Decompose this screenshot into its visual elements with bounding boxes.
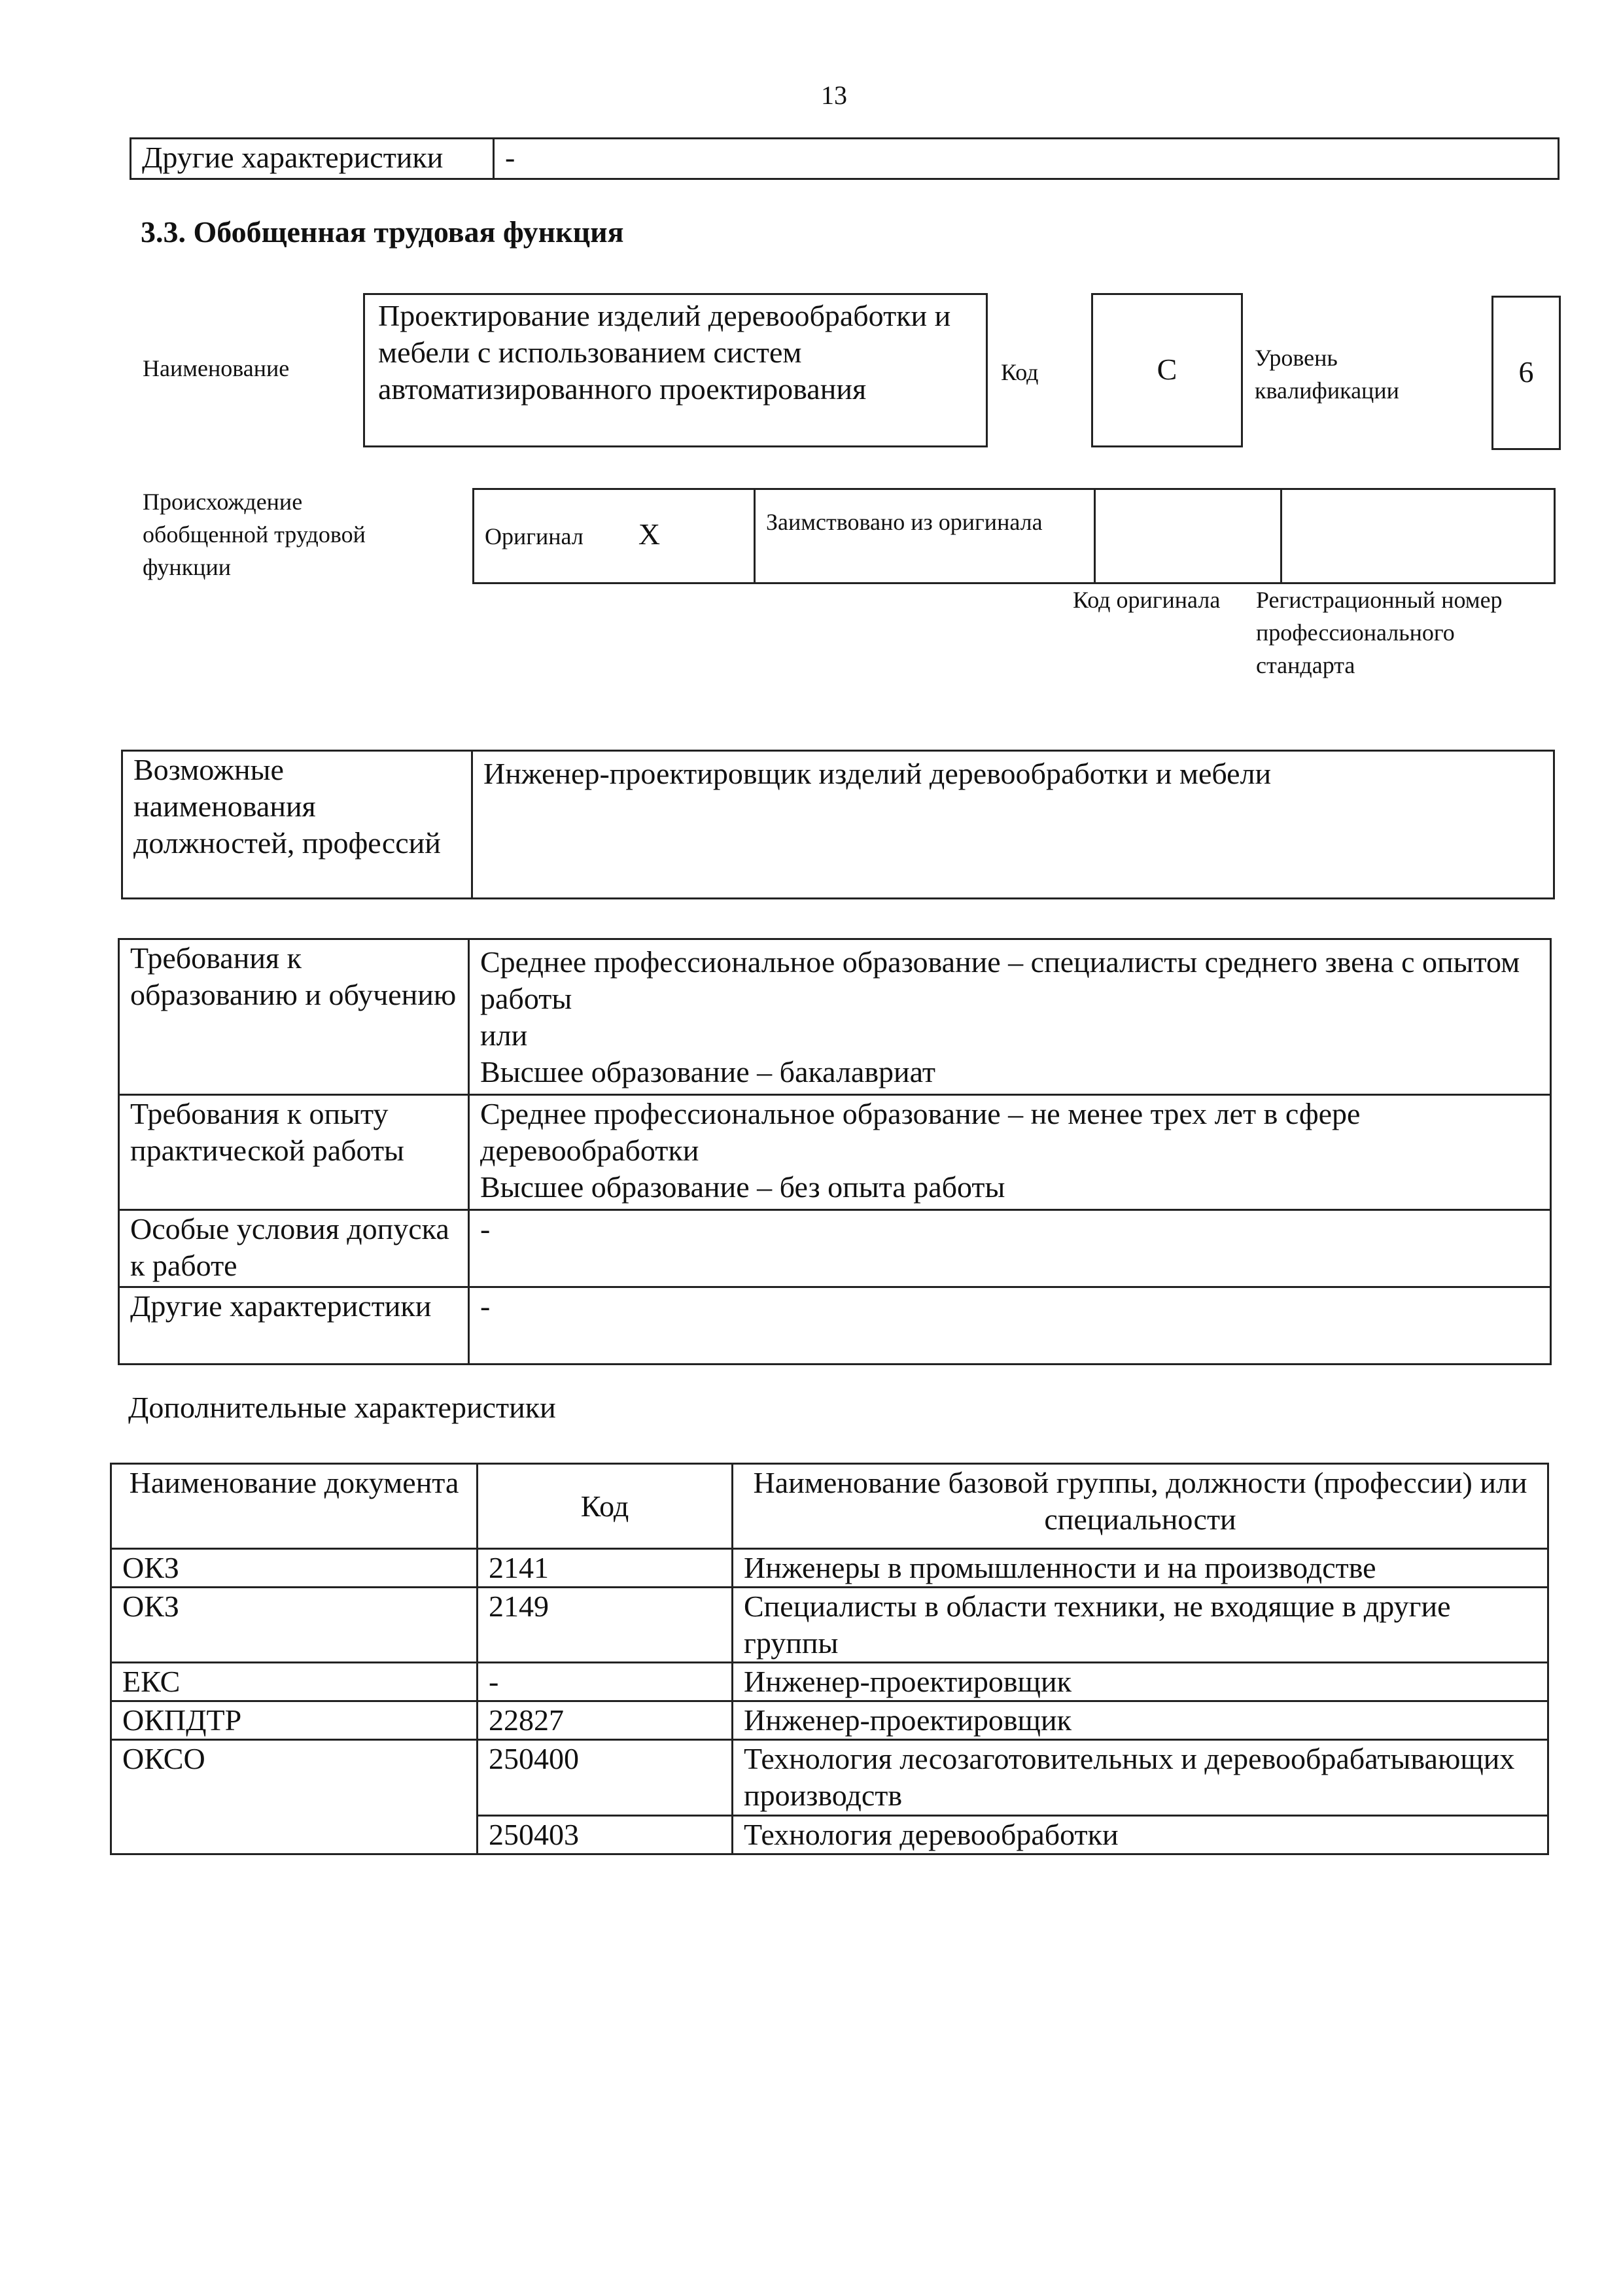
requirement-row [119, 1210, 1551, 1287]
code-cell: 22827 [478, 1701, 733, 1740]
requirement-row [119, 1287, 1551, 1365]
header-group: Наименование базовой группы, должности (профессии) или специальности [733, 1464, 1548, 1549]
code-value: C [1091, 293, 1243, 447]
doc-cell: ОКПДТР [111, 1701, 478, 1740]
header-document: Наименование документа [111, 1464, 478, 1549]
table-row [111, 1588, 1548, 1663]
top-characteristics-table [130, 137, 1560, 180]
requirement-value: - [469, 1287, 1551, 1365]
borrowed-label: Заимствовано из оригинала [755, 489, 1095, 583]
doc-cell: ОКСО [111, 1740, 478, 1854]
origin-label: Происхождение обобщенной трудовой функции [143, 489, 366, 580]
requirement-line: Высшее образование – без опыта работы [480, 1170, 1005, 1204]
page-number: 13 [821, 80, 847, 110]
table-row [111, 1663, 1548, 1701]
doc-cell: ЕКС [111, 1663, 478, 1701]
table-row [111, 1701, 1548, 1740]
requirement-value: - [469, 1210, 1551, 1287]
requirement-line: Среднее профессиональное образование – не менее трех лет в сфере деревообработки [480, 1097, 1361, 1167]
top-value: - [494, 139, 1559, 179]
code-cell: 250400 [478, 1740, 733, 1816]
group-cell: Технология лесозаготовительных и деревообрабатывающих производств [733, 1740, 1548, 1816]
requirement-label: Требования к образованию и обучению [119, 939, 469, 1095]
requirement-row [119, 1095, 1551, 1210]
code-cell: 2149 [478, 1588, 733, 1663]
code-caption: Код оригинала [1073, 587, 1221, 613]
requirement-label: Особые условия допуска к работе [119, 1210, 469, 1287]
positions-table [121, 750, 1555, 899]
requirement-label: Требования к опыту практической работы [119, 1095, 469, 1210]
code-cell: 2141 [478, 1549, 733, 1588]
group-cell: Технология деревообработки [733, 1816, 1548, 1854]
requirement-row [119, 939, 1551, 1095]
group-cell: Инженер-проектировщик [733, 1663, 1548, 1701]
naming-label: Наименование [143, 355, 290, 381]
table-row [111, 1549, 1548, 1588]
section-title: 3.3. Обобщенная трудовая функция [141, 215, 624, 249]
level-label: Уровень квалификации [1255, 345, 1399, 404]
requirements-table [118, 938, 1552, 1365]
origin-table [472, 488, 1556, 584]
group-cell: Инженеры в промышленности и на производстве [733, 1549, 1548, 1588]
code-cell: 250403 [478, 1816, 733, 1854]
positions-label: Возможные наименования должностей, профессий [122, 751, 472, 899]
additional-header-row [111, 1464, 1548, 1549]
top-label: Другие характеристики [131, 139, 494, 179]
original-mark: X [638, 517, 661, 551]
origin-original-cell [474, 489, 755, 583]
group-cell: Инженер-проектировщик [733, 1701, 1548, 1740]
requirement-label: Другие характеристики [119, 1287, 469, 1365]
level-value: 6 [1491, 296, 1561, 450]
additional-title: Дополнительные характеристики [128, 1391, 556, 1424]
table-row [111, 1740, 1548, 1816]
doc-cell: ОКЗ [111, 1588, 478, 1663]
original-label: Оригинал [485, 523, 584, 549]
requirement-value [469, 939, 1551, 1095]
naming-value: Проектирование изделий деревообработки и мебели с использованием систем автоматизированного проектирования [363, 293, 988, 447]
code-label: Код [1001, 359, 1039, 385]
requirement-line: Среднее профессиональное образование – специалисты среднего звена с опытом работы [480, 945, 1520, 1015]
requirement-line: или [480, 1018, 528, 1052]
requirement-value [469, 1095, 1551, 1210]
positions-value: Инженер-проектировщик изделий деревообработки и мебели [472, 751, 1554, 899]
group-cell: Специалисты в области техники, не входящие в другие группы [733, 1588, 1548, 1663]
requirement-line: Высшее образование – бакалавриат [480, 1055, 935, 1088]
code-cell: - [478, 1663, 733, 1701]
origin-code-cell [1095, 489, 1281, 583]
header-code: Код [478, 1464, 733, 1549]
doc-cell: ОКЗ [111, 1549, 478, 1588]
reg-caption: Регистрационный номер профессионального стандарта [1256, 587, 1503, 678]
additional-table [110, 1463, 1549, 1855]
origin-reg-cell [1281, 489, 1555, 583]
